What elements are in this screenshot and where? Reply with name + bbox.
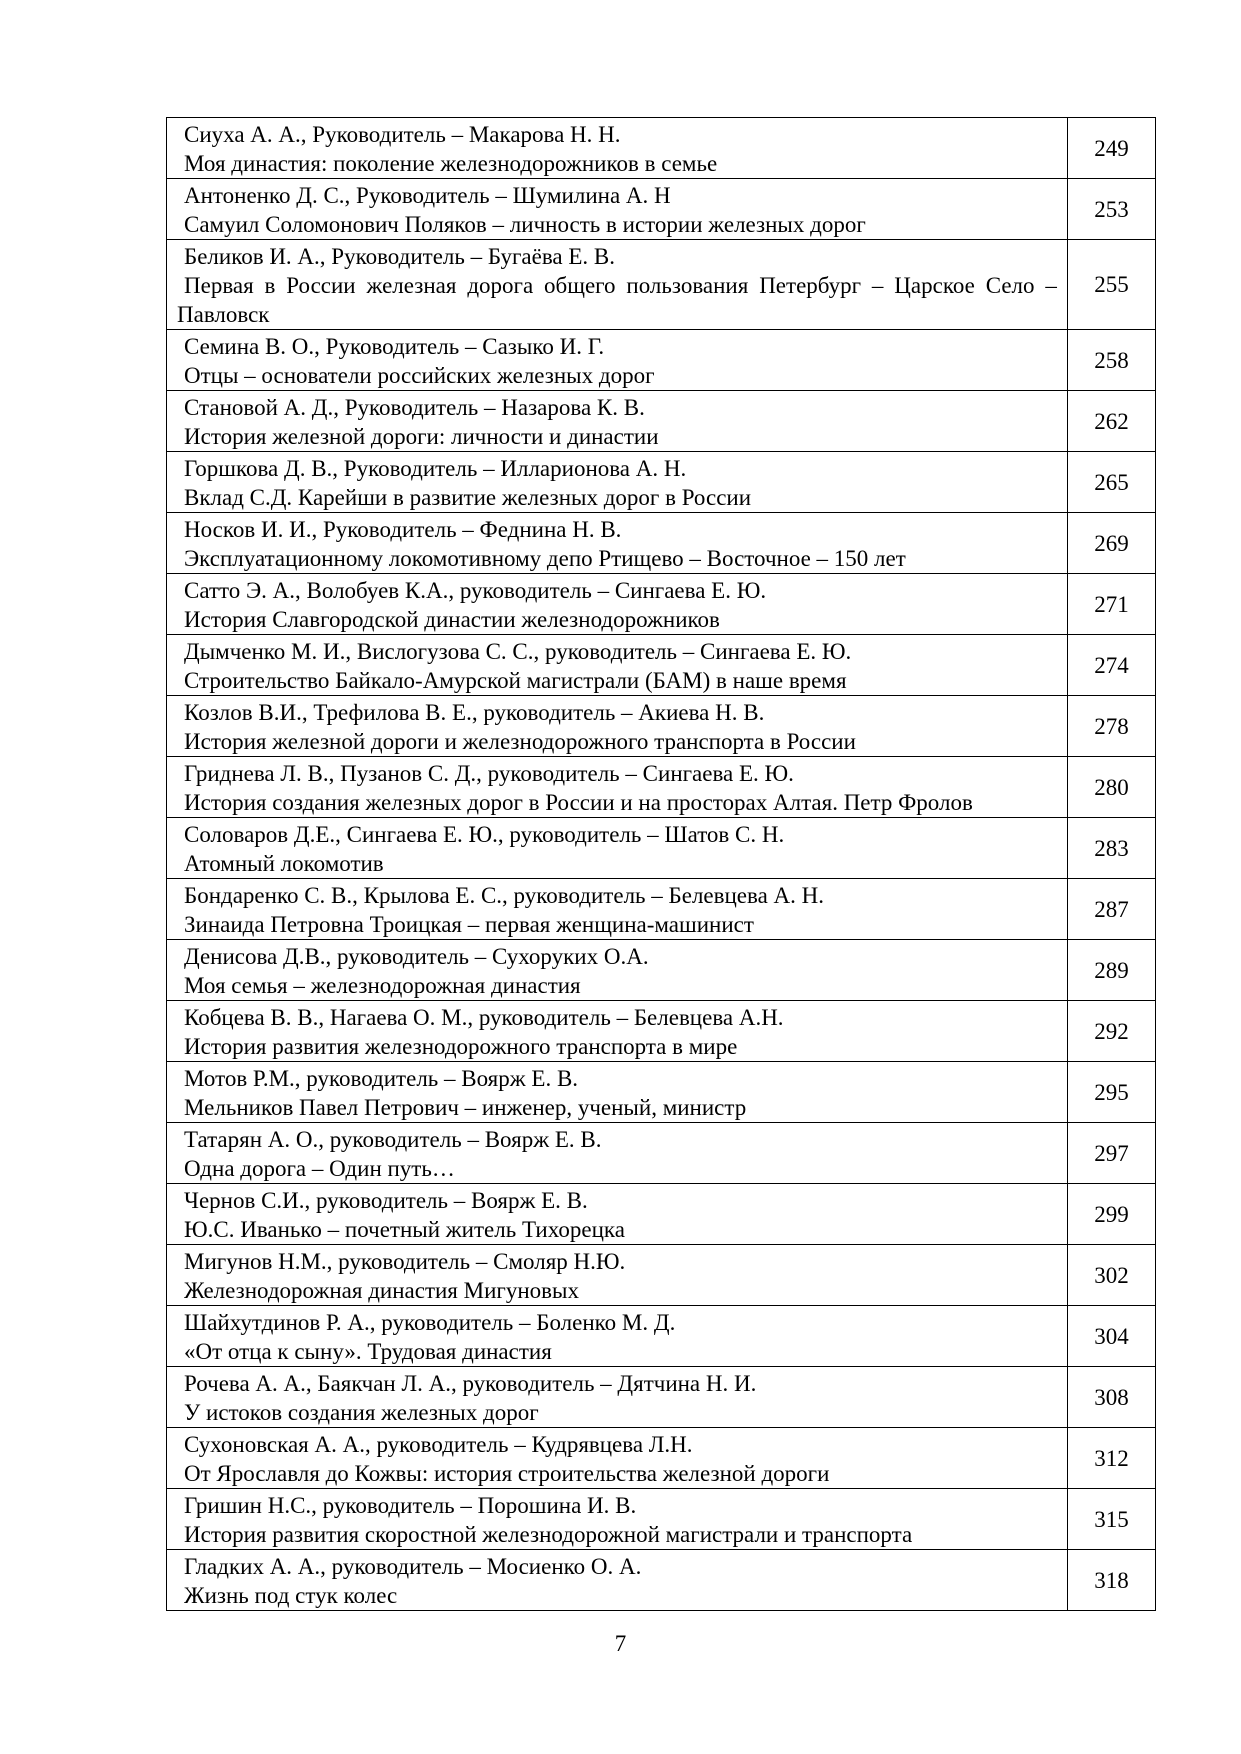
toc-row	[167, 1428, 1156, 1489]
entry-authors: Козлов В.И., Трефилова В. Е., руководитель – Акиева Н. В.	[184, 700, 765, 725]
toc-entry-cell	[167, 818, 1068, 879]
toc-entry-cell	[167, 1550, 1068, 1611]
toc-row	[167, 1550, 1156, 1611]
toc-entry-cell	[167, 1245, 1068, 1306]
entry-page-number: 312	[1067, 1428, 1155, 1489]
toc-row	[167, 1367, 1156, 1428]
toc-entry-cell	[167, 240, 1068, 330]
toc-row	[167, 118, 1156, 179]
toc-entry-cell	[167, 391, 1068, 452]
toc-row	[167, 696, 1156, 757]
toc-entry-cell	[167, 1428, 1068, 1489]
entry-title: От Ярославля до Кожвы: история строительства железной дороги	[184, 1461, 830, 1486]
entry-title: Эксплуатационному локомотивному депо Ртищево – Восточное – 150 лет	[184, 546, 906, 571]
entry-authors: Дымченко М. И., Вислогузова С. С., руководитель – Сингаева Е. Ю.	[184, 639, 852, 664]
entry-title: Самуил Соломонович Поляков – личность в истории железных дорог	[184, 212, 866, 237]
entry-page-number: 295	[1067, 1062, 1155, 1123]
toc-entry-cell	[167, 1062, 1068, 1123]
toc-row	[167, 240, 1156, 330]
entry-title: Одна дорога – Один путь…	[184, 1156, 455, 1181]
entry-page-number: 262	[1067, 391, 1155, 452]
toc-entry-cell	[167, 574, 1068, 635]
entry-page-number: 287	[1067, 879, 1155, 940]
page-number-footer: 7	[614, 1631, 627, 1656]
toc-row	[167, 1245, 1156, 1306]
toc-table	[166, 117, 1156, 1611]
entry-title: Вклад С.Д. Карейши в развитие железных дорог в России	[184, 485, 752, 510]
entry-title: Отцы – основатели российских железных дорог	[184, 363, 655, 388]
entry-authors: Сиуха А. А., Руководитель – Макарова Н. Н.	[184, 122, 621, 147]
toc-entry-cell	[167, 879, 1068, 940]
entry-title: Железнодорожная династия Мигуновых	[184, 1278, 579, 1303]
toc-row	[167, 1306, 1156, 1367]
entry-title: Строительство Байкало-Амурской магистрали (БАМ) в наше время	[184, 668, 847, 693]
entry-authors: Денисова Д.В., руководитель – Сухоруких О.А.	[184, 944, 649, 969]
toc-entry-cell	[167, 1367, 1068, 1428]
toc-row	[167, 1489, 1156, 1550]
entry-title: История железной дороги и железнодорожного транспорта в России	[184, 729, 856, 754]
entry-page-number: 299	[1067, 1184, 1155, 1245]
entry-title: Зинаида Петровна Троицкая – первая женщина-машинист	[184, 912, 754, 937]
entry-title: Мельников Павел Петрович – инженер, ученый, министр	[184, 1095, 747, 1120]
entry-title: Первая в России железная дорога общего пользования Петербург – Царское Село – Павловск	[177, 273, 1057, 327]
entry-authors: Беликов И. А., Руководитель – Бугаёва Е. В.	[184, 244, 616, 269]
entry-page-number: 253	[1067, 179, 1155, 240]
toc-entry-cell	[167, 940, 1068, 1001]
entry-page-number: 274	[1067, 635, 1155, 696]
toc-row	[167, 757, 1156, 818]
entry-page-number: 318	[1067, 1550, 1155, 1611]
entry-authors: Сухоновская А. А., руководитель – Кудрявцева Л.Н.	[184, 1432, 693, 1457]
toc-row	[167, 1001, 1156, 1062]
toc-row	[167, 940, 1156, 1001]
entry-authors: Гладких А. А., руководитель – Мосиенко О. А.	[184, 1554, 642, 1579]
entry-title: «От отца к сыну». Трудовая династия	[184, 1339, 552, 1364]
entry-authors: Гришин Н.С., руководитель – Порошина И. В.	[184, 1493, 637, 1518]
toc-entry-cell	[167, 1001, 1068, 1062]
entry-page-number: 255	[1067, 240, 1155, 330]
toc-entry-cell	[167, 1489, 1068, 1550]
entry-page-number: 315	[1067, 1489, 1155, 1550]
entry-authors: Семина В. О., Руководитель – Сазыко И. Г.	[184, 334, 605, 359]
entry-authors: Бондаренко С. В., Крылова Е. С., руководитель – Белевцева А. Н.	[184, 883, 825, 908]
toc-entry-cell	[167, 179, 1068, 240]
toc-entry-cell	[167, 696, 1068, 757]
toc-row	[167, 1062, 1156, 1123]
entry-page-number: 304	[1067, 1306, 1155, 1367]
entry-page-number: 308	[1067, 1367, 1155, 1428]
entry-title: Атомный локомотив	[184, 851, 384, 876]
entry-page-number: 258	[1067, 330, 1155, 391]
entry-authors: Горшкова Д. В., Руководитель – Илларионова А. Н.	[184, 456, 687, 481]
entry-title: Моя династия: поколение железнодорожников в семье	[184, 151, 718, 176]
toc-entry-cell	[167, 118, 1068, 179]
entry-authors: Соловаров Д.Е., Сингаева Е. Ю., руководитель – Шатов С. Н.	[184, 822, 785, 847]
entry-authors: Рочева А. А., Баякчан Л. А., руководитель – Дятчина Н. И.	[184, 1371, 757, 1396]
entry-title: Жизнь под стук колес	[184, 1583, 398, 1608]
entry-page-number: 283	[1067, 818, 1155, 879]
entry-page-number: 278	[1067, 696, 1155, 757]
entry-title: История создания железных дорог в России и на просторах Алтая. Петр Фролов	[184, 790, 973, 815]
entry-authors: Гриднева Л. В., Пузанов С. Д., руководитель – Сингаева Е. Ю.	[184, 761, 794, 786]
entry-authors: Сатто Э. А., Волобуев К.А., руководитель – Сингаева Е. Ю.	[184, 578, 767, 603]
entry-authors: Шайхутдинов Р. А., руководитель – Боленко М. Д.	[184, 1310, 676, 1335]
toc-row	[167, 391, 1156, 452]
entry-authors: Татарян А. О., руководитель – Воярж Е. В.	[184, 1127, 602, 1152]
entry-authors: Мотов Р.М., руководитель – Воярж Е. В.	[184, 1066, 579, 1091]
entry-page-number: 269	[1067, 513, 1155, 574]
entry-title: История развития скоростной железнодорожной магистрали и транспорта	[184, 1522, 913, 1547]
toc-entry-cell	[167, 330, 1068, 391]
toc-entry-cell	[167, 1123, 1068, 1184]
entry-title: Ю.С. Иванько – почетный житель Тихорецка	[184, 1217, 625, 1242]
toc-row	[167, 1184, 1156, 1245]
entry-authors: Чернов С.И., руководитель – Воярж Е. В.	[184, 1188, 588, 1213]
entry-page-number: 280	[1067, 757, 1155, 818]
entry-page-number: 292	[1067, 1001, 1155, 1062]
toc-row	[167, 818, 1156, 879]
toc-row	[167, 513, 1156, 574]
entry-authors: Носков И. И., Руководитель – Феднина Н. В.	[184, 517, 622, 542]
entry-page-number: 302	[1067, 1245, 1155, 1306]
entry-title: История развития железнодорожного транспорта в мире	[184, 1034, 738, 1059]
toc-entry-cell	[167, 757, 1068, 818]
entry-authors: Мигунов Н.М., руководитель – Смоляр Н.Ю.	[184, 1249, 626, 1274]
toc-row	[167, 635, 1156, 696]
entry-page-number: 289	[1067, 940, 1155, 1001]
toc-entry-cell	[167, 1306, 1068, 1367]
toc-entry-cell	[167, 635, 1068, 696]
entry-page-number: 265	[1067, 452, 1155, 513]
toc-entry-cell	[167, 513, 1068, 574]
toc-row	[167, 179, 1156, 240]
entry-page-number: 249	[1067, 118, 1155, 179]
toc-row	[167, 574, 1156, 635]
entry-authors: Становой А. Д., Руководитель – Назарова К. В.	[184, 395, 645, 420]
toc-row	[167, 452, 1156, 513]
entry-authors: Кобцева В. В., Нагаева О. М., руководитель – Белевцева А.Н.	[184, 1005, 784, 1030]
entry-title: У истоков создания железных дорог	[184, 1400, 539, 1425]
entry-page-number: 271	[1067, 574, 1155, 635]
toc-entry-cell	[167, 452, 1068, 513]
entry-title: Моя семья – железнодорожная династия	[184, 973, 581, 998]
toc-row	[167, 330, 1156, 391]
entry-authors: Антоненко Д. С., Руководитель – Шумилина А. Н	[184, 183, 671, 208]
toc-row	[167, 879, 1156, 940]
toc-body	[167, 118, 1156, 1611]
entry-page-number: 297	[1067, 1123, 1155, 1184]
entry-title: История железной дороги: личности и династии	[184, 424, 659, 449]
entry-title: История Славгородской династии железнодорожников	[184, 607, 720, 632]
toc-row	[167, 1123, 1156, 1184]
toc-entry-cell	[167, 1184, 1068, 1245]
